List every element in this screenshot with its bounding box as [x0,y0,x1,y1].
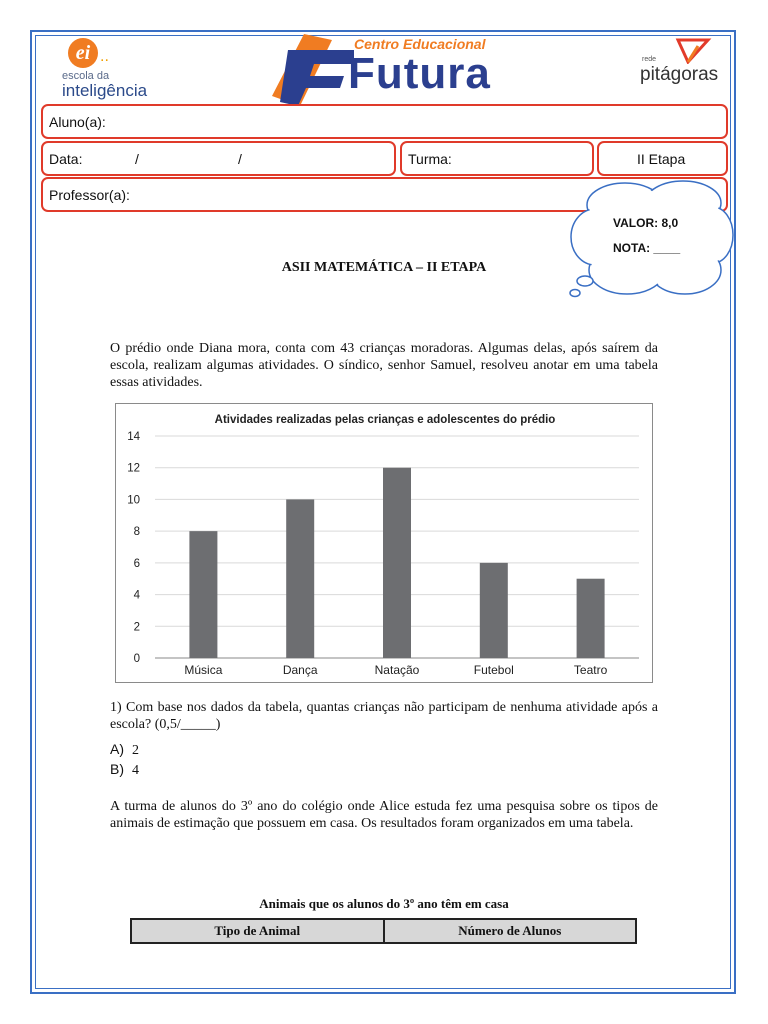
pets-table-title: Animais que os alunos do 3º ano têm em casa [259,896,509,911]
chart-xtick-label: Teatro [573,663,608,677]
exam-title: ASII MATEMÁTICA – II ETAPA [281,260,487,275]
option-b[interactable] [110,760,139,780]
option-b-letter: B) [110,761,124,777]
aluno-label: Aluno(a): [49,114,106,130]
turma-field[interactable] [400,141,594,176]
futura-logo-subtitle: Centro Educacional [354,36,486,52]
question1-text: 1) Com base nos dados da tabela, quantas crianças não participam de nenhuma atividade após a escola? (0,5/_____) [110,700,658,732]
chart-xtick-label: Música [184,663,223,677]
chart-ytick-label: 6 [133,557,140,570]
option-b-value: 4 [132,763,139,778]
chart-bar-4 [577,579,605,658]
question1-options [110,740,139,780]
chart-bar-2 [383,468,411,658]
ei-logo-line2: inteligência [62,81,148,100]
chart-ytick-label: 2 [133,621,140,634]
second-paragraph: A turma de alunos do 3º ano do colégio onde Alice estuda fez uma pesquisa sobre os tipos de animais de estimação que possuem em casa. Os resultados foram organizados em uma tabela. [110,799,658,831]
option-a[interactable] [110,740,139,760]
chart-xtick-label: Natação [374,663,420,677]
turma-label: Turma: [408,151,452,167]
nota-label: NOTA: ____ [613,241,681,255]
chart-bar-0 [189,531,217,658]
chart-ytick-label: 14 [127,431,140,443]
chart-bar-1 [286,499,314,658]
pets-header-animal: Tipo de Animal [131,919,384,943]
chart-ytick-label: 10 [127,494,140,507]
pets-table-header-row [131,919,636,943]
chart-bar-3 [480,563,508,658]
chart-xtick-label: Futebol [473,663,514,677]
futura-logo-title: Futura [348,49,491,98]
option-a-value: 2 [132,743,139,758]
pets-table [130,918,637,944]
ei-logo-mark: ei [68,38,98,68]
data-field[interactable] [41,141,396,176]
data-label: Data: [49,151,83,167]
cloud-shape [565,175,735,305]
intro-paragraph: O prédio onde Diana mora, conta com 43 crianças moradoras. Algumas delas, após saírem da escola, realizam algumas atividades. O síndico, senhor Samuel, resolveu anotar em uma tabela essas atividades. [110,341,658,390]
option-a-letter: A) [110,741,124,757]
pitagoras-triangle-icon [674,36,714,64]
data-slash-2: / [238,151,242,167]
chart-ytick-label: 8 [133,526,140,539]
pitagoras-rede-label: rede [642,56,657,63]
ei-logo-dots: .. [100,48,109,65]
activities-bar-chart [115,403,653,683]
data-slash-1: / [135,151,139,167]
ei-logo-line1: escola da [62,70,110,82]
chart-ytick-label: 4 [133,589,140,602]
professor-label: Professor(a): [49,187,130,203]
pitagoras-logo [640,36,732,92]
pitagoras-title: pitágoras [640,64,719,85]
futura-logo [270,32,500,108]
valor-label: VALOR: 8,0 [613,216,679,230]
escola-da-inteligencia-logo [62,38,152,100]
etapa-label: II Etapa [637,151,686,167]
grade-cloud [565,175,735,305]
pets-header-count: Número de Alunos [384,919,637,943]
chart-xtick-label: Dança [282,663,318,677]
chart-ytick-label: 12 [127,462,140,475]
chart-title: Atividades realizadas pelas crianças e adolescentes do prédio [214,414,556,426]
chart-ytick-label: 0 [133,653,140,665]
etapa-box [597,141,728,176]
aluno-field[interactable] [41,104,728,139]
